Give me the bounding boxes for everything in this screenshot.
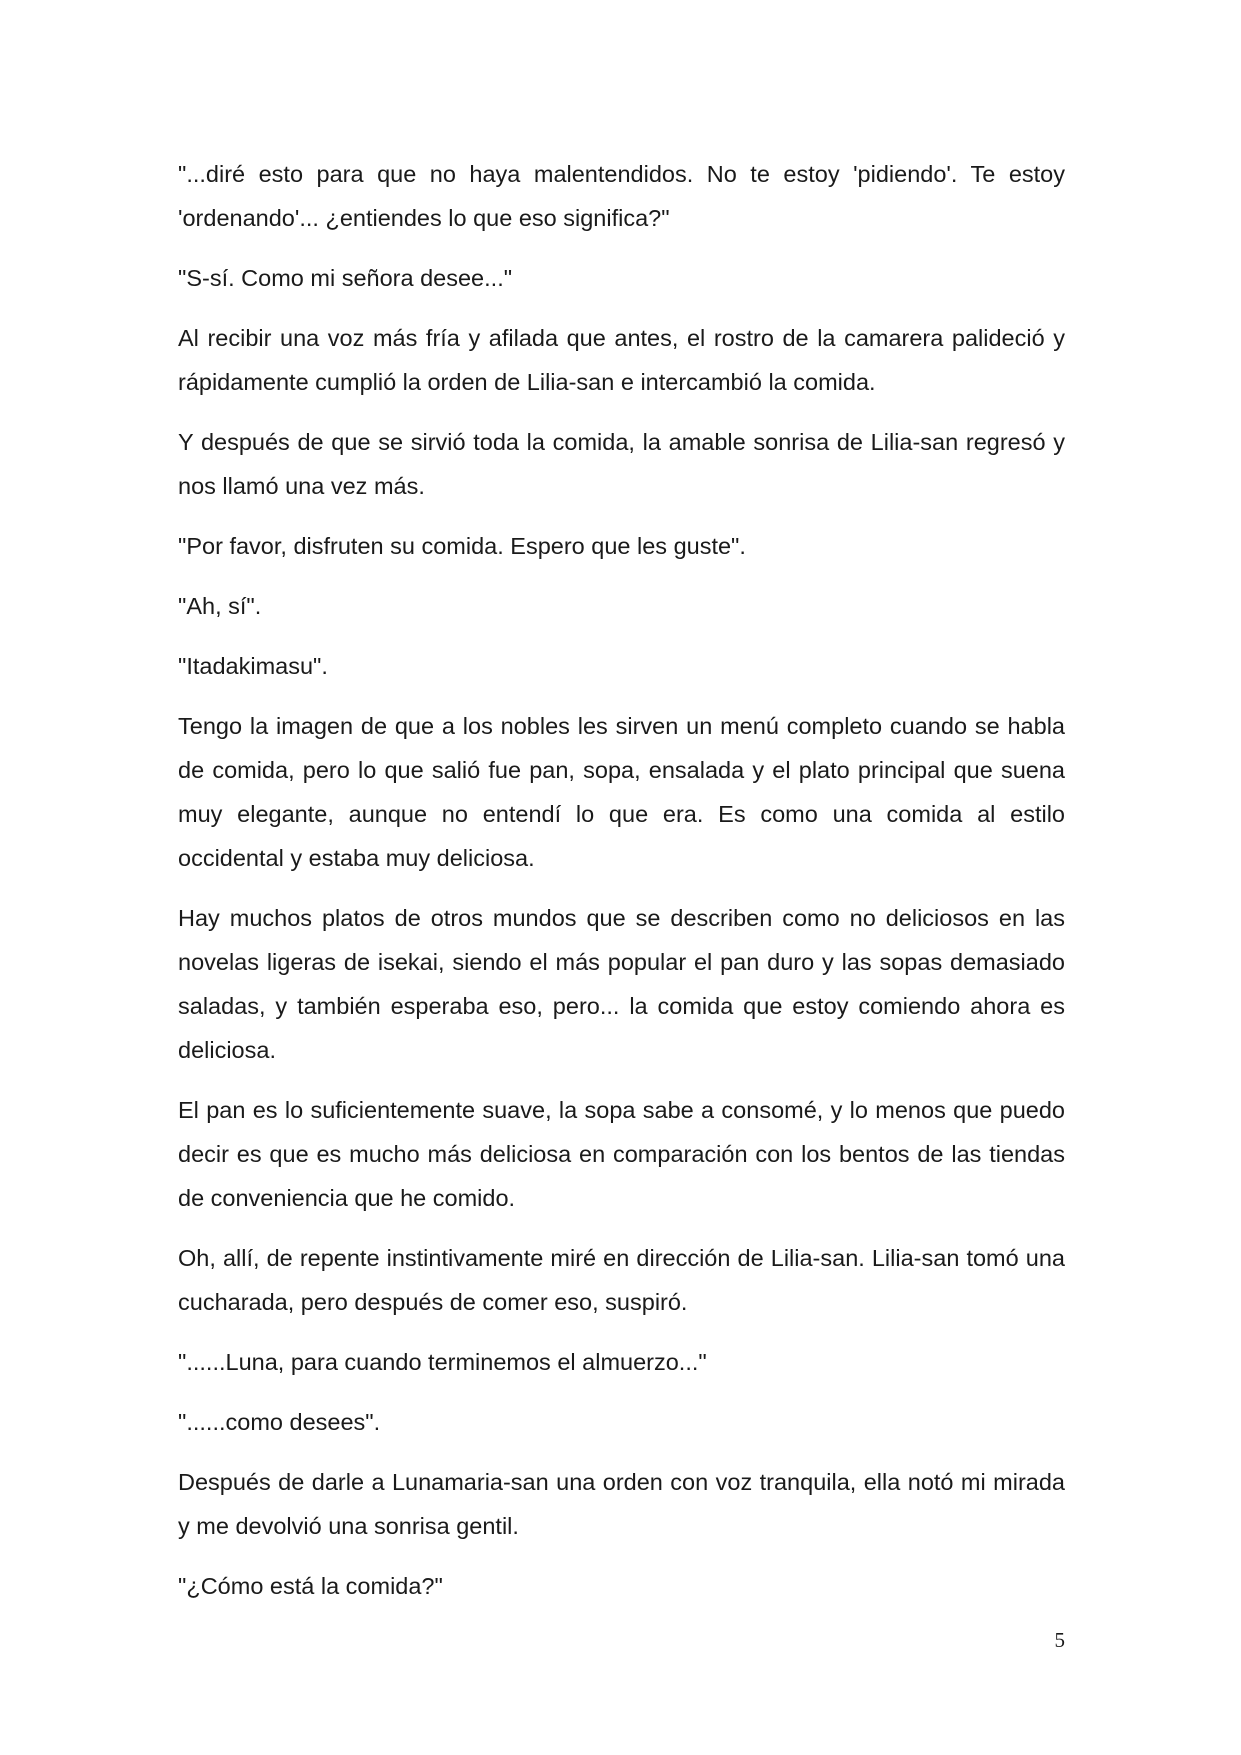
paragraph: "S-sí. Como mi señora desee..." (178, 265, 513, 291)
paragraph: Después de darle a Lunamaria-san una orden con voz tranquila, ella notó mi mirada y me devolvió una sonrisa gentil. (178, 1469, 1065, 1539)
paragraph: "Itadakimasu". (178, 653, 328, 679)
paragraph: "...diré esto para que no haya malentendidos. No te estoy 'pidiendo'. Te estoy 'ordenando'... ¿entiendes lo que eso significa?" (178, 161, 1065, 231)
paragraph: Hay muchos platos de otros mundos que se describen como no deliciosos en las novelas ligeras de isekai, siendo el más popular el pan duro y las sopas demasiado saladas, y también esperaba eso, pero... la comida que estoy comiendo ahora es deliciosa. (178, 905, 1065, 1063)
body-text (178, 152, 1065, 1624)
paragraph: Al recibir una voz más fría y afilada que antes, el rostro de la camarera palideció y rápidamente cumplió la orden de Lilia-san e intercambió la comida. (178, 325, 1065, 395)
paragraph: "¿Cómo está la comida?" (178, 1573, 443, 1599)
page-number: 5 (1054, 1628, 1065, 1652)
paragraph: "......como desees". (178, 1409, 381, 1435)
paragraph: "Ah, sí". (178, 593, 262, 619)
paragraph: Y después de que se sirvió toda la comida, la amable sonrisa de Lilia-san regresó y nos llamó una vez más. (178, 429, 1065, 499)
paragraph: "......Luna, para cuando terminemos el almuerzo..." (178, 1349, 707, 1375)
paragraph: Tengo la imagen de que a los nobles les sirven un menú completo cuando se habla de comida, pero lo que salió fue pan, sopa, ensalada y el plato principal que suena muy elegante, aunque no entendí lo que era. Es como una comida al estilo occidental y estaba muy deliciosa. (178, 713, 1065, 871)
paragraph: El pan es lo suficientemente suave, la sopa sabe a consomé, y lo menos que puedo decir es que es mucho más deliciosa en comparación con los bentos de las tiendas de conveniencia que he comido. (178, 1097, 1065, 1211)
paragraph: "Por favor, disfruten su comida. Espero que les guste". (178, 533, 746, 559)
paragraph: Oh, allí, de repente instintivamente miré en dirección de Lilia-san. Lilia-san tomó una cucharada, pero después de comer eso, suspiró. (178, 1245, 1065, 1315)
